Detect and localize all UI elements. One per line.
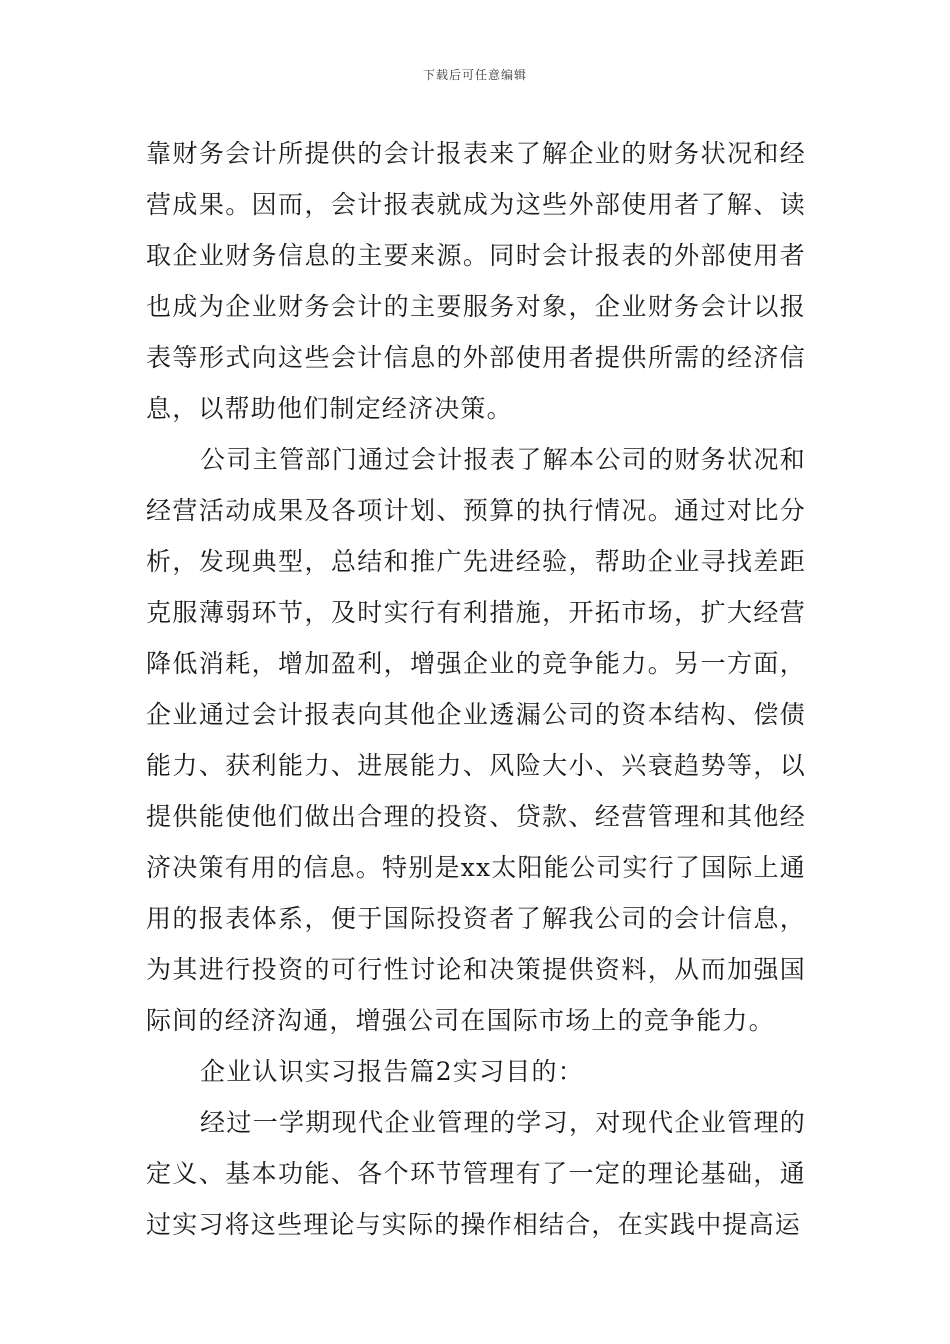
paragraph-internship-intro: 经过一学期现代企业管理的学习，对现代企业管理的定义、基本功能、各个环节管理有了一定的理论基础，通过实习将这些理论与实际的操作相结合，在实践中提高运 bbox=[146, 1108, 806, 1239]
paragraph-company-department: 公司主管部门通过会计报表了解本公司的财务状况和经营活动成果及各项计划、预算的执行情况。通过对比分析，发现典型，总结和推广先进经验，帮助企业寻找差距克服薄弱环节，及时实行有利措施，开拓市场，扩大经营降低消耗，增加盈利，增强企业的竞争能力。另一方面，企业通过会计报表向其他企业透漏公司的资本结构、偿债能力、获利能力、进展能力、风险大小、兴衰趋势等，以提供能使他们做出合理的投资、贷款、经营管理和其他经济决策有用的信息。特别是xx太阳能公司实行了国际上通用的报表体系，便于国际投资者了解我公司的会计信息，为其进行投资的可行性讨论和决策提供资料，从而加强国际间的经济沟通，增强公司在国际市场上的竞争能力。 bbox=[146, 445, 806, 1035]
paragraph-continuation: 靠财务会计所提供的会计报表来了解企业的财务状况和经营成果。因而，会计报表就成为这些外部使用者了解、读取企业财务信息的主要来源。同时会计报表的外部使用者也成为企业财务会计的主要服务对象，企业财务会计以报表等形式向这些会计信息的外部使用者提供所需的经济信息，以帮助他们制定经济决策。 bbox=[146, 139, 806, 423]
section-heading-internship-purpose: 企业认识实习报告篇2实习目的： bbox=[200, 1057, 584, 1086]
page-header-note: 下载后可任意编辑 bbox=[422, 68, 527, 82]
document-body bbox=[146, 128, 806, 1250]
